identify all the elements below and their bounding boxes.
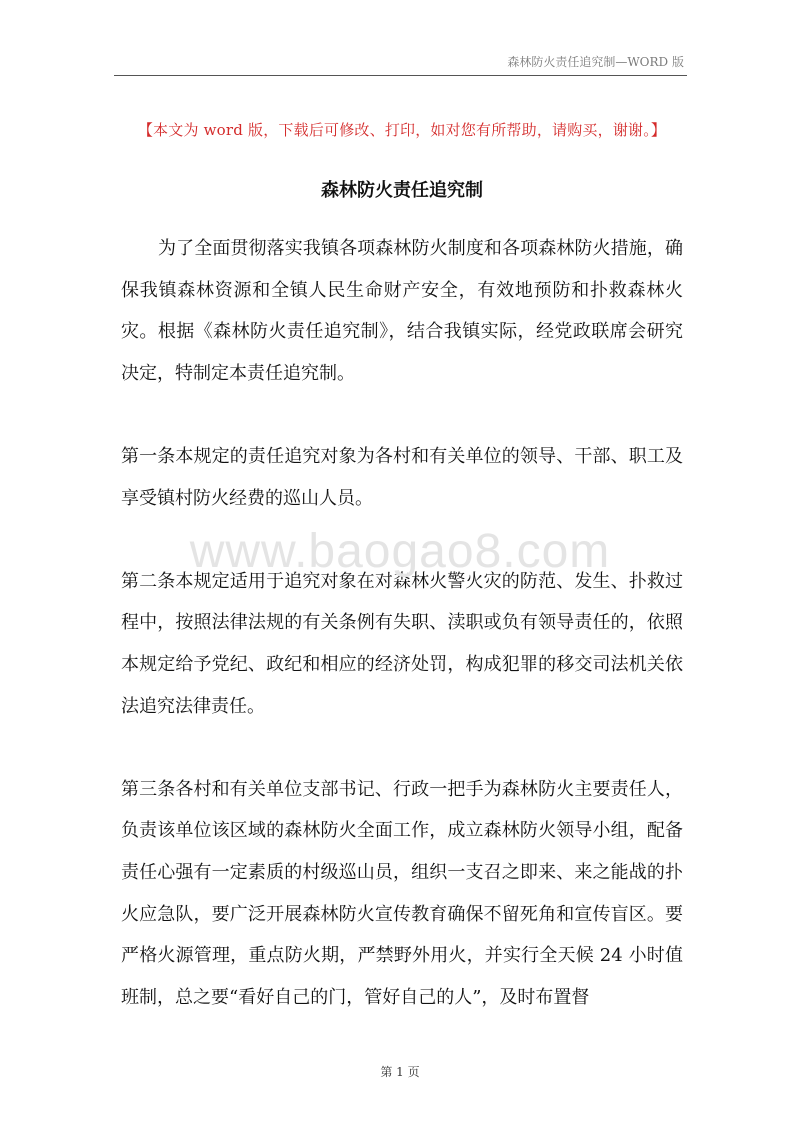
paragraph-article-1: 第一条本规定的责任追究对象为各村和有关单位的领导、干部、职工及享受镇村防火经费的巡山人员。 bbox=[121, 445, 683, 509]
document-title: 森林防火责任追究制 bbox=[321, 180, 483, 201]
running-header: 森林防火责任追究制—WORD 版 bbox=[507, 55, 684, 69]
document-body bbox=[121, 228, 683, 1018]
paragraph-gap bbox=[121, 727, 683, 769]
download-notice: 【本文为 word 版，下载后可修改、打印，如对您有所帮助，请购买，谢谢。】 bbox=[137, 121, 667, 139]
page-number: 第 1 页 bbox=[380, 1065, 420, 1079]
paragraph-intro: 为了全面贯彻落实我镇各项森林防火制度和各项森林防火措施，确保我镇森林资源和全镇人民生命财产安全，有效地预防和扑救森林火灾。根据《森林防火责任追究制》，结合我镇实际，经党政联席会研究决定，特制定本责任追究制。 bbox=[121, 238, 683, 384]
paragraph-gap bbox=[121, 394, 683, 436]
paragraph-article-2: 第二条本规定适用于追究对象在对森林火警火灾的防范、发生、扑救过程中，按照法律法规的有关条例有失职、渎职或负有领导责任的，依照本规定给予党纪、政纪和相应的经济处罚，构成犯罪的移交司法机关依法追究法律责任。 bbox=[121, 570, 683, 717]
header-divider bbox=[114, 75, 687, 76]
watermark: www.baogao8.com bbox=[189, 525, 611, 578]
paragraph-gap bbox=[121, 519, 683, 561]
paragraph-article-3: 第三条各村和有关单位支部书记、行政一把手为森林防火主要责任人，负责该单位该区域的森林防火全面工作，成立森林防火领导小组，配备责任心强有一定素质的村级巡山员，组织一支召之即来、来之能战的扑火应急队，要广泛开展森林防火宣传教育确保不留死角和宣传盲区。要严格火源管理，重点防火期，严禁野外用火，并实行全天候 24 小时值班制，总之要“看好自己的门，管好自己的人”，及时布置督 bbox=[121, 778, 683, 1008]
